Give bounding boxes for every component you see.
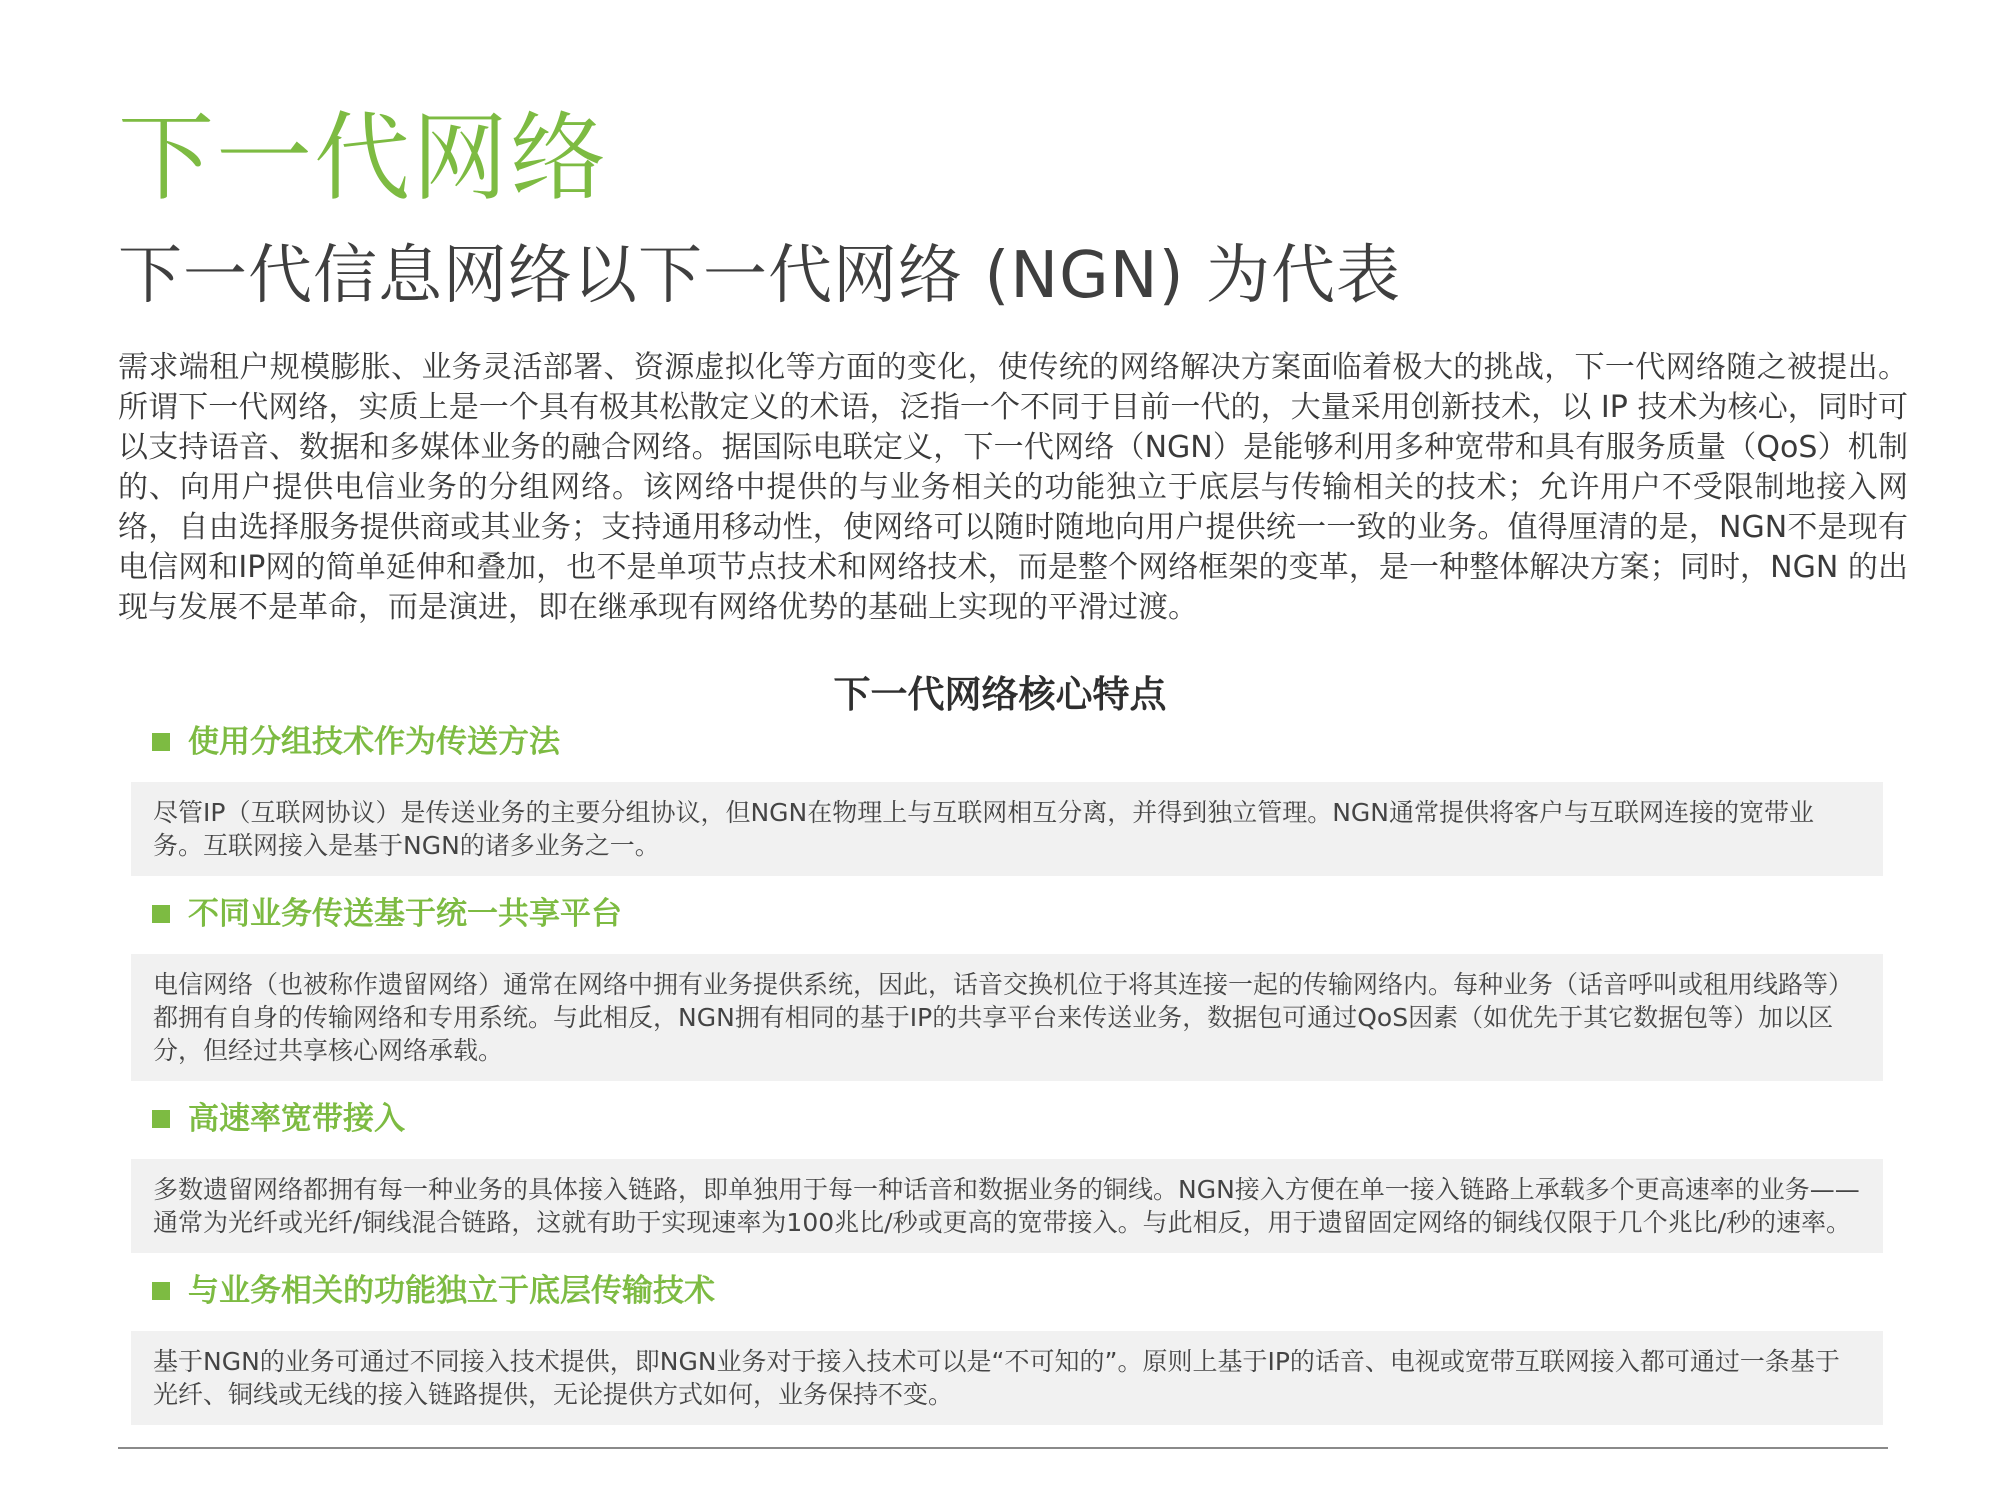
feature-title-text: 不同业务传送基于统一共享平台 — [188, 896, 622, 932]
feature-item — [118, 720, 1888, 876]
feature-title-text: 与业务相关的功能独立于底层传输技术 — [188, 1273, 715, 1309]
intro-paragraph: 需求端租户规模膨胀、业务灵活部署、资源虚拟化等方面的变化，使传统的网络解决方案面临着极大的挑战，下一代网络随之被提出。所谓下一代网络，实质上是一个具有极其松散定义的术语，泛指一个不同于目前一代的，大量采用创新技术，以 IP 技术为核心，同时可以支持语音、数据和多媒体业务的融合网络。据国际电联定义，下一代网络（NGN）是能够利用多种宽带和具有服务质量（QoS）机制的、向用户提供电信业务的分组网络。该网络中提供的与业务相关的功能独立于底层与传输相关的技术；允许用户不受限制地接入网络，自由选择服务提供商或其业务；支持通用移动性，使网络可以随时随地向用户提供统一一致的业务。值得厘清的是，NGN不是现有电信网和IP网的简单延伸和叠加，也不是单项节点技术和网络技术，而是整个网络框架的变革，是一种整体解决方案；同时，NGN 的出现与发展不是革命，而是演进，即在继承现有网络优势的基础上实现的平滑过渡。 — [118, 350, 1908, 625]
feature-title-text: 使用分组技术作为传送方法 — [188, 724, 560, 760]
feature-title — [118, 892, 1888, 936]
feature-title — [118, 720, 1888, 764]
square-bullet-icon — [152, 733, 170, 751]
feature-title — [118, 1269, 1888, 1313]
feature-description: 多数遗留网络都拥有每一种业务的具体接入链路，即单独用于每一种话音和数据业务的铜线。NGN接入方便在单一接入链路上承载多个更高速率的业务——通常为光纤或光纤/铜线混合链路，这就有助于实现速率为100兆比/秒或更高的宽带接入。与此相反，用于遗留固定网络的铜线仅限于几个兆比/秒的速率。 — [131, 1159, 1883, 1253]
feature-description: 基于NGN的业务可通过不同接入技术提供，即NGN业务对于接入技术可以是“不可知的”。原则上基于IP的话音、电视或宽带互联网接入都可通过一条基于光纤、铜线或无线的接入链路提供，无论提供方式如何，业务保持不变。 — [131, 1331, 1883, 1425]
page-subtitle: 下一代信息网络以下一代网络 (NGN) 为代表 — [118, 239, 1401, 313]
feature-description: 电信网络（也被称作遗留网络）通常在网络中拥有业务提供系统，因此，话音交换机位于将其连接一起的传输网络内。每种业务（话音呼叫或租用线路等）都拥有自身的传输网络和专用系统。与此相反，NGN拥有相同的基于IP的共享平台来传送业务，数据包可通过QoS因素（如优先于其它数据包等）加以区分，但经过共享核心网络承载。 — [131, 954, 1883, 1081]
feature-item — [118, 892, 1888, 1081]
feature-item — [118, 1269, 1888, 1425]
feature-item — [118, 1097, 1888, 1253]
feature-description: 尽管IP（互联网协议）是传送业务的主要分组协议，但NGN在物理上与互联网相互分离，并得到独立管理。NGN通常提供将客户与互联网连接的宽带业务。互联网接入是基于NGN的诸多业务之一。 — [131, 782, 1883, 876]
feature-list — [118, 720, 1888, 1425]
square-bullet-icon — [152, 905, 170, 923]
feature-title-text: 高速率宽带接入 — [188, 1101, 405, 1137]
page-title: 下一代网络 — [118, 102, 608, 214]
section-heading: 下一代网络核心特点 — [833, 673, 1167, 716]
feature-title — [118, 1097, 1888, 1141]
square-bullet-icon — [152, 1110, 170, 1128]
footer-divider — [118, 1447, 1888, 1449]
square-bullet-icon — [152, 1282, 170, 1300]
